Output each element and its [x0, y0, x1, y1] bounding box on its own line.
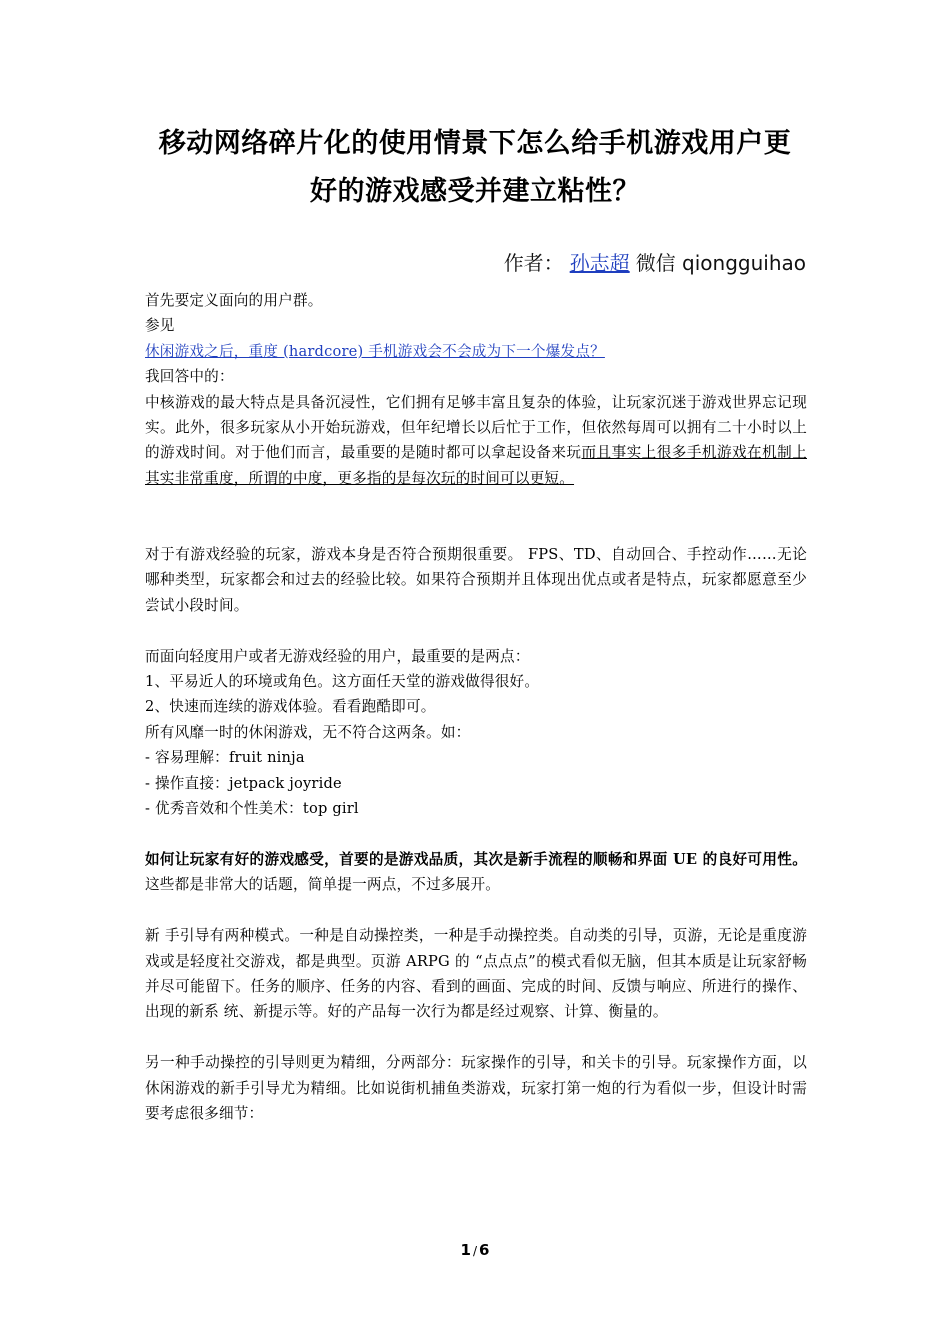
paragraph: 我回答中的：	[145, 368, 234, 386]
paragraph: 另一种手动操控的引导则更为精细，分两部分：玩家操作的引导，和关卡的引导。玩家操作方面，以休闲游戏的新手引导尤为精细。比如说街机捕鱼类游戏，玩家打第一炮的行为看似一步，但设计时需要考虑很多细节：	[145, 1054, 807, 1122]
paragraph: 新 手引导有两种模式。一种是自动操控类，一种是手动操控类。自动类的引导，页游，无论是重度游戏或是轻度社交游戏，都是典型。页游 ARPG 的 “点点点”的模式看似无脑，但其本质是让玩家舒畅并尽可能留下。任务的顺序、任务的内容、看到的画面、完成的时间、反馈与响应、所进行的操作、出现的新系 统、新提示等。好的产品每一次行为都是经过观察、计算、衡量的。	[145, 927, 807, 1021]
list-item: - 容易理解：fruit ninja	[145, 749, 305, 767]
paragraph: 参见	[145, 317, 175, 335]
author-name-link[interactable]: 孙志超	[569, 251, 630, 275]
list-item: 1、平易近人的环境或角色。这方面任天堂的游戏做得很好。	[145, 673, 540, 691]
page-separator: /	[472, 1244, 478, 1258]
author-line	[504, 247, 806, 276]
list-item: - 优秀音效和个性美术：top girl	[145, 800, 359, 818]
quote-underlined-text: 而且事实上很多手机游戏在机制上其实非常重度，所谓的中度，更多指的是每次玩的时间可以更短。	[145, 444, 807, 487]
paragraph-emphasis	[145, 847, 807, 898]
author-label: 作者：	[503, 251, 564, 275]
title-line-2: 好的游戏感受并建立粘性？	[310, 176, 640, 207]
bold-text: 如何让玩家有好的游戏感受，首要的是游戏品质，其次是新手流程的顺畅和界面 UE 的良好可用性。	[145, 850, 807, 868]
paragraph-quote	[145, 390, 807, 492]
page-title	[130, 120, 820, 216]
author-wechat: 微信 qiongguihao	[635, 251, 806, 275]
paragraph: 而面向轻度用户或者无游戏经验的用户，最重要的是两点：	[145, 647, 530, 665]
page-number	[0, 1241, 950, 1259]
list-item: - 操作直接：jetpack joyride	[145, 774, 342, 792]
paragraph: 首先要定义面向的用户群。	[145, 292, 323, 309]
list-item: 2、快速而连续的游戏体验。看看跑酷即可。	[145, 698, 436, 716]
quote-text: 中核游戏的最大特点是具备沉浸性，它们拥有足够丰富且复杂的体验，让玩家沉迷于游戏世界忘记现实。此外，很多玩家从小开始玩游戏，但年纪增长以后忙于工作，但依然每周可以拥有二十小时以上的游戏时间。对于他们而言，最重要的是随时都可以拿起设备来玩	[145, 393, 807, 462]
normal-text: 这些都是非常大的话题，简单提一两点，不过多展开。	[145, 876, 501, 894]
page-total: 6	[479, 1241, 490, 1259]
reference-link[interactable]: 休闲游戏之后，重度 (hardcore) 手机游戏会不会成为下一个爆发点？	[145, 342, 605, 360]
paragraph: 所有风靡一时的休闲游戏，无不符合这两条。如：	[145, 723, 471, 741]
title-line-1: 移动网络碎片化的使用情景下怎么给手机游戏用户更	[158, 128, 792, 159]
paragraph: 对于有游戏经验的玩家，游戏本身是否符合预期很重要。 FPS、TD、自动回合、手控动作……无论哪种类型，玩家都会和过去的经验比较。如果符合预期并且体现出优点或者是特点，玩家都愿意至少尝试小段时间。	[145, 546, 807, 614]
article-body	[145, 288, 807, 1126]
page-current: 1	[460, 1241, 471, 1259]
